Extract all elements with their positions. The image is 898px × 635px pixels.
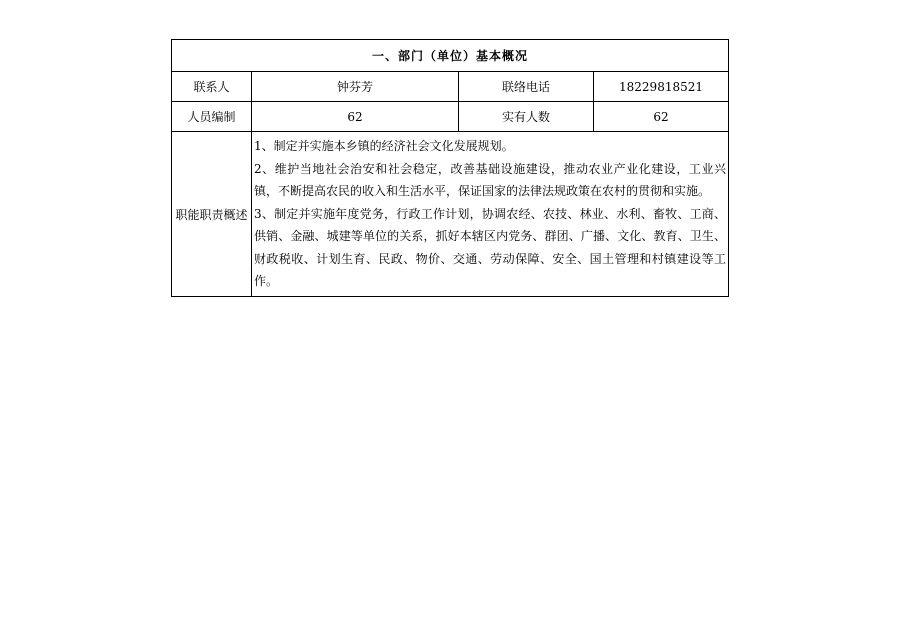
table-title: 一、部门（单位）基本概况 — [172, 40, 729, 72]
staff-quota-value: 62 — [252, 102, 459, 132]
staff-actual-value: 62 — [594, 102, 729, 132]
overview-table — [171, 39, 729, 297]
duty-paragraph-3: 3、制定并实施年度党务，行政工作计划，协调农经、农技、林业、水利、畜牧、工商、供销、金融、城建等单位的关系，抓好本辖区内党务、群团、广播、文化、教育、卫生、财政税收、计划生育、民政、物价、交通、劳动保障、安全、国土管理和村镇建设等工作。 — [254, 206, 727, 288]
duty-paragraph-2: 2、维护当地社会治安和社会稳定，改善基础设施建设，推动农业产业化建设，工业兴镇，不断提高农民的收入和生活水平，保证国家的法律法规政策在农村的贯彻和实施。 — [254, 161, 727, 198]
duties-label: 职能职责概述 — [172, 132, 252, 297]
phone-value: 18229818521 — [594, 72, 729, 102]
contact-label: 联系人 — [172, 72, 252, 102]
duty-paragraph-1: 1、制定并实施本乡镇的经济社会文化发展规划。 — [254, 139, 514, 153]
duties-description — [252, 132, 729, 297]
phone-label: 联络电话 — [459, 72, 594, 102]
contact-value: 钟芬芳 — [252, 72, 459, 102]
staff-quota-label: 人员编制 — [172, 102, 252, 132]
staff-actual-label: 实有人数 — [459, 102, 594, 132]
